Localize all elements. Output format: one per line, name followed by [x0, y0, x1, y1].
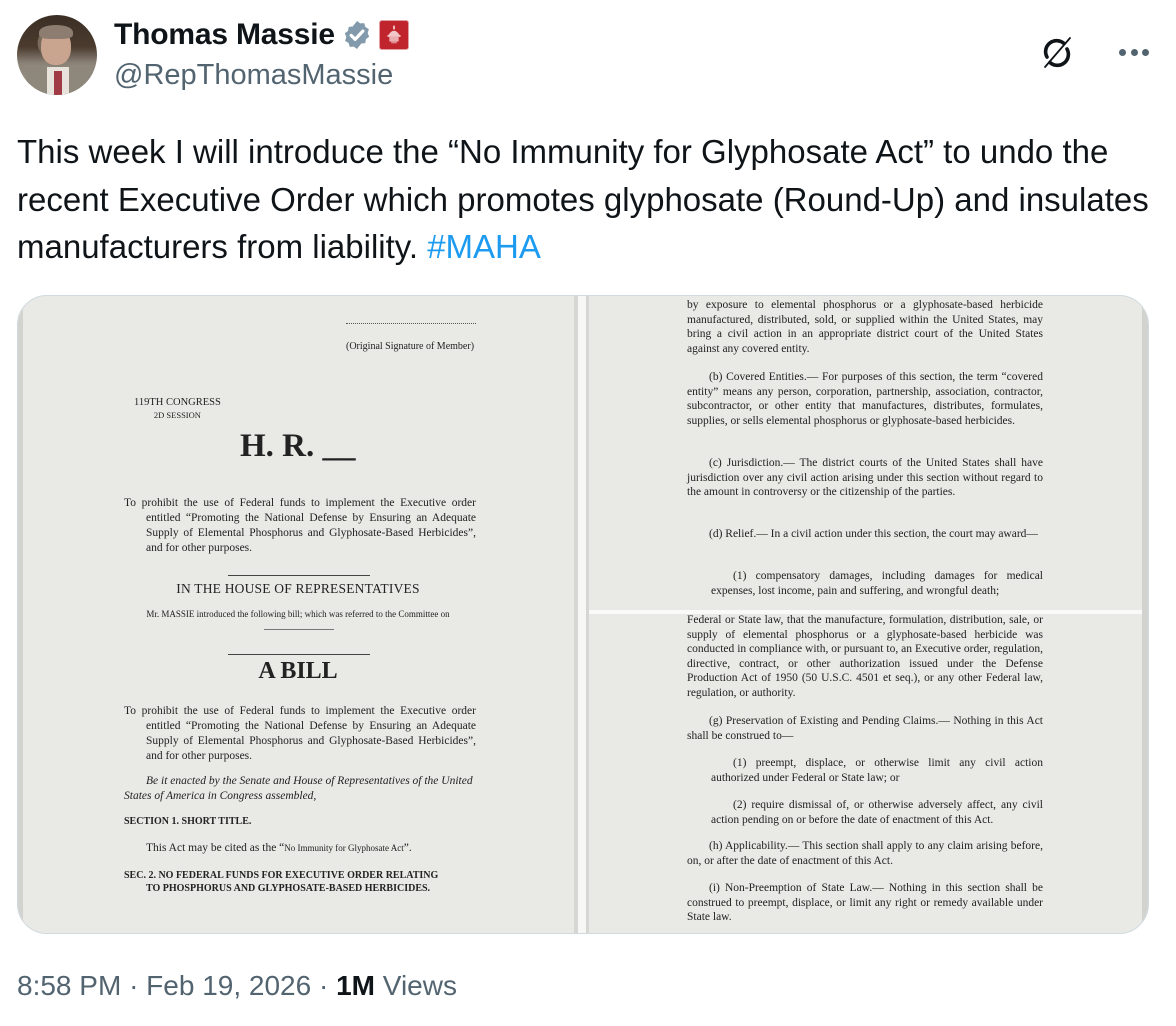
- bill-page-3[interactable]: [589, 614, 1149, 934]
- views-count: 1M: [336, 970, 375, 1001]
- handle[interactable]: @RepThomasMassie: [114, 59, 394, 91]
- separator: ·: [318, 970, 329, 1001]
- paragraph-text: (g) Preservation of Existing and Pending Claims.— Nothing in this Act shall be construed to—: [687, 715, 1043, 742]
- paragraph-text: (d) Relief.— In a civil action under this section, the court may award—: [709, 528, 1038, 540]
- dot: [1119, 49, 1126, 56]
- signature-line: [346, 323, 476, 324]
- enacting-clause: [124, 774, 474, 804]
- tweet-body: This week I will introduce the “No Immunity for Glyphosate Act” to undo the recent Executive Order which promotes glyphosate (Round-Up) and insulates manufacturers from liability.: [17, 133, 1149, 265]
- bill-paragraph: by exposure to elemental phosphorus or a glyphosate-based herbicide manufactured, distributed, sold, or supplied within the United States, may bring a civil action in an appropriate district court of the United States against any covered entity.: [687, 299, 1043, 355]
- name-row: [114, 17, 409, 53]
- section-1-heading: SECTION 1. SHORT TITLE.: [124, 816, 252, 827]
- paragraph-text: (i) Non-Preemption of State Law.— Nothing in this section shall be construed to preempt, displace, or limit any right or remedy available under State law.: [687, 882, 1043, 924]
- paragraph-text: (1) compensatory damages, including damages for medical expenses, lost income, pain and suffering, and wrongful death;: [711, 570, 1043, 597]
- more-options-icon[interactable]: [1119, 39, 1149, 65]
- bill-paragraph-d1: [687, 569, 1043, 598]
- verified-badge-icon[interactable]: [341, 19, 373, 51]
- separator: ·: [129, 970, 139, 1001]
- grok-icon[interactable]: [1037, 33, 1077, 73]
- bill-paragraph-g: [687, 714, 1043, 743]
- committee-blank: [264, 629, 334, 630]
- dot: [1142, 49, 1149, 56]
- section-2-heading-line-2: TO PHOSPHORUS AND GLYPHOSATE-BASED HERBICIDES.: [146, 883, 431, 894]
- house-heading: IN THE HOUSE OF REPRESENTATIVES: [176, 581, 420, 596]
- tweet-date[interactable]: Feb 19, 2026: [146, 970, 312, 1001]
- avatar-detail: [39, 25, 73, 39]
- bill-paragraph-d: [687, 527, 1043, 542]
- bill-paragraph-h: [687, 839, 1043, 868]
- cite-suffix: ”.: [403, 842, 412, 854]
- cite-prefix: This Act may be cited as the “: [146, 842, 285, 854]
- signature-label: (Original Signature of Member): [346, 341, 475, 352]
- views-label: Views: [382, 970, 457, 1001]
- paragraph-text: (c) Jurisdiction.— The district courts of the United States shall have jurisdiction over any civil action arising under this section without regard to the amount in controversy or the citizenship of the parties.: [687, 457, 1043, 499]
- divider: [228, 575, 370, 576]
- bill-paragraph-i: [687, 881, 1043, 925]
- dot: [1131, 49, 1138, 56]
- tweet-text: [17, 128, 1157, 271]
- tweet-meta: [17, 970, 457, 1002]
- tweet-header: [17, 15, 1167, 97]
- session-label: 2D SESSION: [153, 410, 201, 420]
- bill-paragraph-g1: [687, 756, 1043, 785]
- bill-paragraph-c: [687, 456, 1043, 500]
- media-attachment[interactable]: [17, 295, 1149, 934]
- bill-purpose: To prohibit the use of Federal funds to implement the Executive order entitled “Promoting the National Defense by Ensuring an Adequate Supply of Elemental Phosphorus and Glyphosate-Based Herbicides”, and for other purposes.: [124, 497, 476, 554]
- paragraph-text: (h) Applicability.— This section shall apply to any claim arising before, on, or after the date of enactment of this Act.: [687, 840, 1043, 867]
- paragraph-text: (1) preempt, displace, or otherwise limit any civil action authorized under Federal or State law; or: [711, 757, 1043, 784]
- bill-page-1[interactable]: [18, 296, 578, 934]
- enacting-clause-text: Be it enacted by the Senate and House of Representatives of the United States of America in Congress assembled,: [124, 775, 473, 802]
- page-edge: [1142, 296, 1148, 934]
- avatar[interactable]: [17, 15, 97, 95]
- section-1-text: [146, 842, 412, 854]
- hashtag-link[interactable]: #MAHA: [427, 228, 541, 265]
- short-title: No Immunity for Glyphosate Act: [284, 843, 404, 853]
- a-bill-heading: A BILL: [258, 658, 338, 684]
- divider: [228, 654, 370, 655]
- avatar-detail: [54, 71, 62, 95]
- bill-paragraph-g2: [687, 798, 1043, 827]
- bill-paragraph-b: [687, 370, 1043, 428]
- tweet-time[interactable]: 8:58 PM: [17, 970, 122, 1001]
- paragraph-text: (2) require dismissal of, or otherwise adversely affect, any civil action pending on or before the date of enactment of this Act.: [711, 799, 1043, 826]
- display-name[interactable]: Thomas Massie: [114, 18, 335, 51]
- section-2-heading-line-1: SEC. 2. NO FEDERAL FUNDS FOR EXECUTIVE ORDER RELATING: [124, 870, 439, 881]
- introduced-line: Mr. MASSIE introduced the following bill; which was referred to the Committee on: [146, 609, 450, 619]
- bill-number: H. R. __: [240, 428, 356, 464]
- bill-page-2[interactable]: [589, 296, 1149, 610]
- us-capitol-badge-icon[interactable]: [379, 20, 409, 50]
- section-2-heading: [124, 869, 438, 895]
- congress-session: [134, 396, 221, 422]
- bill-purpose-repeat: To prohibit the use of Federal funds to implement the Executive order entitled “Promoting the National Defense by Ensuring an Adequate Supply of Elemental Phosphorus and Glyphosate-Based Herbicides”, and for other purposes.: [124, 705, 476, 762]
- image-gap: [578, 296, 586, 934]
- congress-label: 119TH CONGRESS: [134, 397, 221, 408]
- bill-paragraph: Federal or State law, that the manufacture, formulation, distribution, sale, or supply of elemental phosphorus or a glyphosate-based herbicide was conducted in compliance with, or pursuant to, an Executive order, regulation, directive, contract, or other authorization issued under the Defense Production Act of 1950 (50 U.S.C. 4501 et seq.), or any other Federal law, regulation, or authority.: [687, 614, 1043, 699]
- paragraph-text: (b) Covered Entities.— For purposes of this section, the term “covered entity” means any person, corporation, partnership, association, contractor, subcontractor, or other entity that manufactures, distributes, formulates, supplies, or sells elemental phosphorus or glyphosate-based herbicides.: [687, 371, 1043, 427]
